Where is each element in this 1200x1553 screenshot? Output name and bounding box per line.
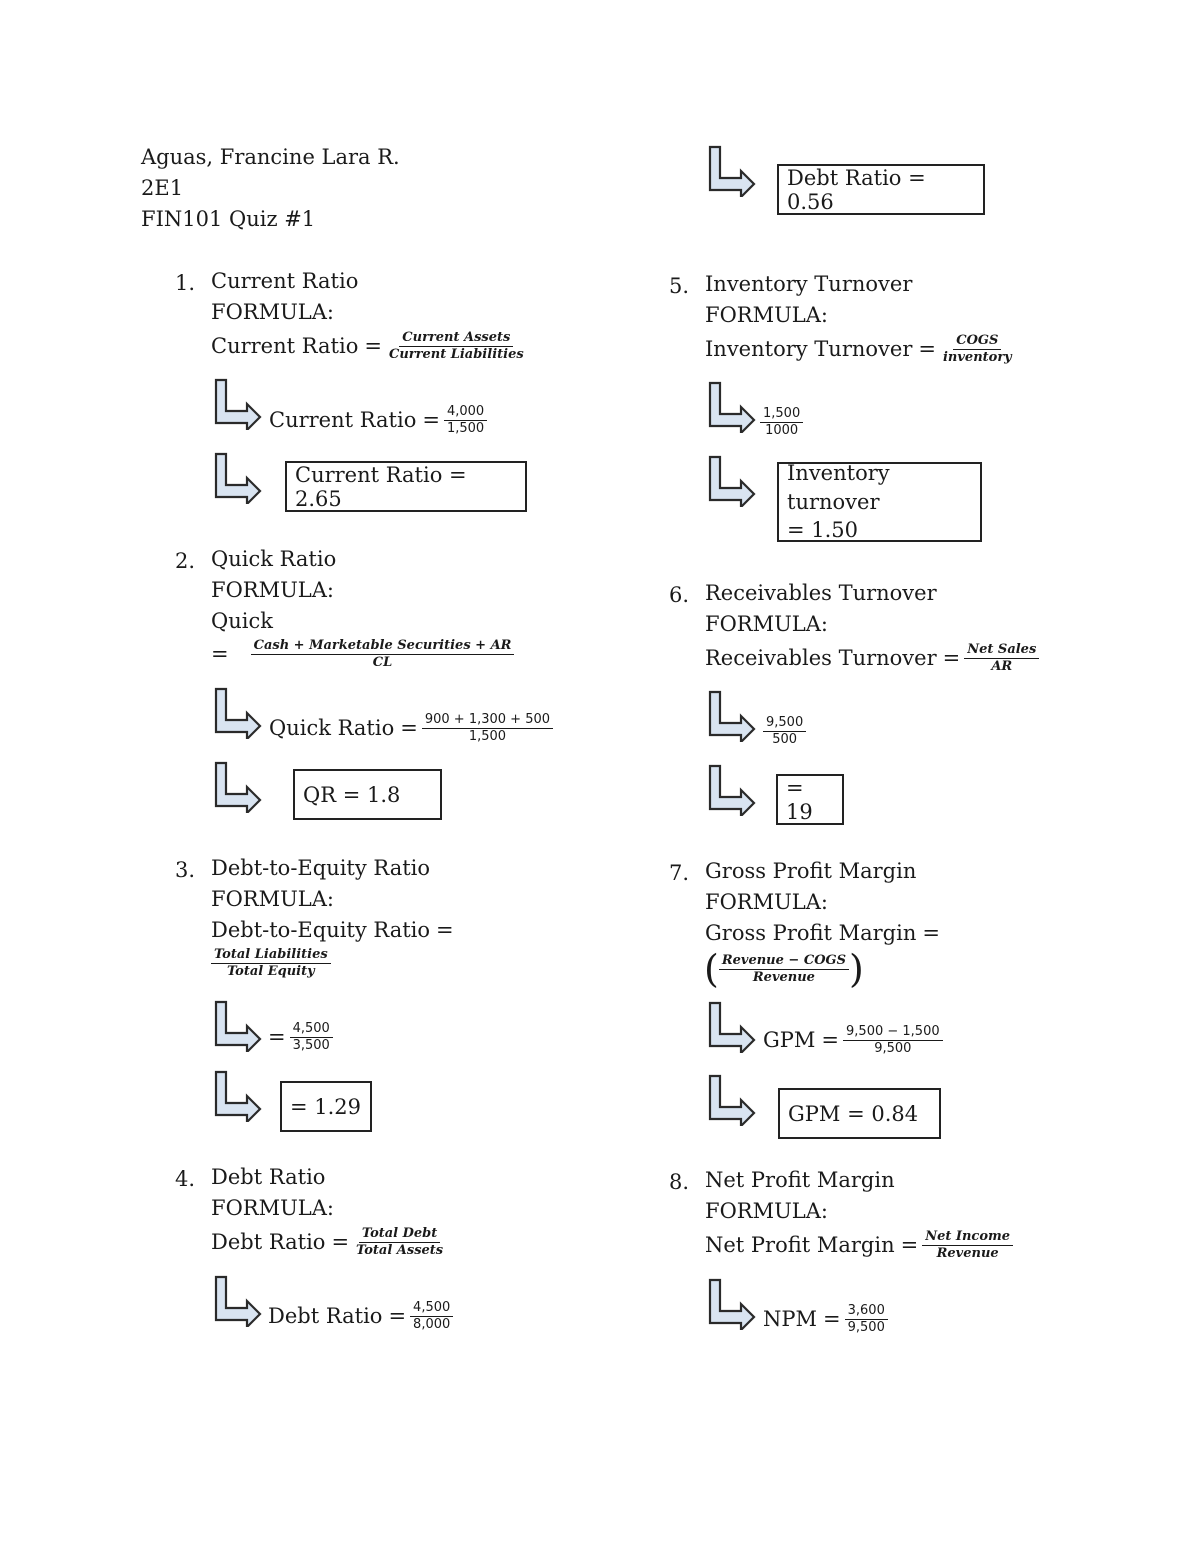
item-title: Quick Ratio — [211, 547, 337, 571]
substitution-equation — [756, 406, 807, 438]
fraction-denominator: 9,500 — [847, 1319, 885, 1335]
item-title: Current Ratio — [211, 269, 359, 293]
formula-lhs: Current Ratio — [211, 334, 359, 359]
equals-sign: = — [922, 921, 940, 945]
item-title: Gross Profit Margin — [705, 859, 917, 883]
substitution-lhs: GPM — [763, 1028, 816, 1053]
fraction-denominator: inventory — [942, 349, 1012, 365]
result-box: Current Ratio = 2.65 — [285, 461, 527, 512]
substitution-equation — [268, 1300, 457, 1332]
fraction-denominator: 500 — [772, 731, 798, 747]
arrow-icon — [707, 1074, 757, 1126]
arrow-icon — [707, 1001, 757, 1053]
item-title: Debt Ratio — [211, 1165, 326, 1189]
formula-lhs: Debt Ratio — [211, 1230, 326, 1255]
formula-label: FORMULA: — [211, 1196, 334, 1220]
formula-fraction — [940, 333, 1015, 365]
item-number: 4. — [175, 1167, 196, 1191]
fraction-numerator: 9,500 — [763, 715, 806, 732]
formula-equation — [211, 638, 518, 670]
formula-lhs: Gross Profit Margin — [705, 921, 917, 945]
fraction-denominator: Revenue — [752, 969, 815, 985]
fraction-numerator: Revenue − COGS — [719, 953, 849, 970]
formula-equation — [705, 1229, 1017, 1261]
substitution-equation — [759, 715, 810, 747]
result-box — [777, 462, 982, 542]
equals-sign: = — [821, 1028, 840, 1053]
formula-equation — [705, 642, 1043, 674]
item-number: 1. — [175, 271, 196, 295]
item-number: 5. — [669, 274, 690, 298]
substitution-lhs: Current Ratio — [269, 408, 417, 433]
fraction-denominator: 1,500 — [446, 420, 485, 436]
formula-fraction — [251, 638, 515, 670]
formula-fraction — [719, 953, 849, 985]
arrow-icon — [213, 761, 263, 813]
result-box: = 19 — [776, 774, 844, 825]
result-line: = 1.50 — [787, 518, 859, 543]
fraction-denominator: Total Equity — [226, 963, 315, 979]
formula-lhs: Inventory Turnover — [705, 337, 913, 362]
result-box: = 1.29 — [280, 1081, 372, 1132]
formula-equation — [705, 921, 940, 945]
arrow-icon — [213, 1275, 263, 1327]
arrow-icon — [213, 378, 263, 430]
substitution-equation — [763, 1024, 947, 1056]
fraction-denominator: AR — [991, 658, 1013, 674]
formula-fraction — [211, 947, 331, 979]
equals-sign: = — [331, 1230, 350, 1255]
substitution-lhs: Debt Ratio — [268, 1304, 383, 1329]
result-box: GPM = 0.84 — [778, 1088, 941, 1139]
formula-equation — [705, 333, 1019, 365]
item-number: 3. — [175, 858, 196, 882]
equals-sign: = — [436, 918, 454, 942]
substitution-fraction — [410, 1300, 453, 1332]
formula-fraction — [353, 1226, 446, 1258]
student-section: 2E1 — [141, 176, 184, 200]
arrow-icon — [707, 1278, 757, 1330]
substitution-fraction — [763, 715, 806, 747]
fraction-numerator: 1,500 — [760, 406, 803, 423]
substitution-fraction — [843, 1024, 943, 1056]
formula-equation — [211, 918, 454, 942]
right-paren: ) — [849, 947, 864, 991]
fraction-numerator: 3,600 — [845, 1303, 888, 1320]
arrow-icon — [213, 1070, 263, 1122]
substitution-fraction — [290, 1021, 333, 1053]
formula-label: FORMULA: — [705, 1199, 828, 1223]
fraction-denominator: CL — [372, 654, 393, 670]
equals-sign: = — [268, 1025, 286, 1050]
left-paren: ( — [704, 947, 719, 991]
substitution-lhs: NPM — [763, 1307, 818, 1332]
fraction-numerator: 4,500 — [410, 1300, 453, 1317]
result-box: Debt Ratio = 0.56 — [777, 164, 985, 215]
equals-sign: = — [918, 337, 936, 362]
formula-lhs: Receivables Turnover — [705, 646, 937, 671]
fraction-denominator: 8,000 — [413, 1316, 451, 1332]
item-number: 8. — [669, 1170, 690, 1194]
fraction-numerator: Net Sales — [964, 642, 1039, 659]
formula-lhs: Net Profit Margin — [705, 1233, 895, 1258]
arrow-icon — [213, 452, 263, 504]
item-title: Inventory Turnover — [705, 272, 913, 296]
fraction-numerator: Total Debt — [359, 1226, 440, 1243]
substitution-equation — [269, 712, 557, 744]
substitution-fraction — [845, 1303, 888, 1335]
item-number: 2. — [175, 549, 196, 573]
formula-fraction-line — [207, 947, 335, 979]
fraction-numerator: 4,500 — [290, 1021, 333, 1038]
equals-sign: = — [900, 1233, 919, 1258]
formula-equation — [211, 1226, 450, 1258]
item-title: Debt-to-Equity Ratio — [211, 856, 431, 880]
fraction-numerator: 9,500 − 1,500 — [843, 1024, 943, 1041]
formula-label: FORMULA: — [211, 578, 334, 602]
item-title: Net Profit Margin — [705, 1168, 895, 1192]
formula-equation — [211, 330, 531, 362]
substitution-fraction — [422, 712, 553, 744]
equals-sign: = — [400, 716, 418, 741]
fraction-denominator: 1000 — [765, 422, 799, 438]
substitution-equation — [763, 1303, 892, 1335]
fraction-numerator: Cash + Marketable Securities + AR — [251, 638, 515, 655]
fraction-numerator: Net Income — [922, 1229, 1013, 1246]
quiz-title: FIN101 Quiz #1 — [141, 207, 316, 231]
fraction-numerator: Total Liabilities — [211, 947, 331, 964]
fraction-numerator: 4,000 — [444, 404, 487, 421]
equals-sign: = — [942, 646, 961, 671]
fraction-denominator: Revenue — [936, 1245, 999, 1261]
equals-sign: = — [388, 1304, 407, 1329]
formula-fraction-line — [704, 947, 864, 991]
substitution-fraction — [444, 404, 487, 436]
fraction-denominator: Current Liabilities — [388, 346, 524, 362]
equals-sign: = — [422, 408, 440, 433]
item-title: Receivables Turnover — [705, 581, 937, 605]
formula-fraction — [922, 1229, 1013, 1261]
arrow-icon — [213, 1000, 263, 1052]
arrow-icon — [707, 690, 757, 742]
formula-label: FORMULA: — [705, 890, 828, 914]
equals-sign: = — [211, 642, 229, 667]
formula-lhs: Debt-to-Equity Ratio — [211, 918, 431, 942]
arrow-icon — [707, 145, 757, 197]
substitution-lhs: Quick Ratio — [269, 716, 395, 741]
fraction-denominator: 9,500 — [874, 1040, 912, 1056]
formula-label: FORMULA: — [211, 887, 334, 911]
item-number: 6. — [669, 583, 690, 607]
fraction-numerator: Current Assets — [399, 330, 513, 347]
fraction-denominator: 1,500 — [468, 728, 507, 744]
formula-fraction — [964, 642, 1039, 674]
fraction-numerator: 900 + 1,300 + 500 — [422, 712, 553, 729]
student-name: Aguas, Francine Lara R. — [141, 145, 400, 169]
arrow-icon — [707, 455, 757, 507]
arrow-icon — [707, 764, 757, 816]
item-number: 7. — [669, 861, 690, 885]
substitution-fraction — [760, 406, 803, 438]
equals-sign: = — [364, 334, 382, 359]
formula-label: FORMULA: — [705, 612, 828, 636]
result-line: Inventory turnover — [787, 461, 890, 514]
formula-label: FORMULA: — [211, 300, 334, 324]
equals-sign: = — [823, 1307, 841, 1332]
formula-lhs: Quick — [211, 609, 273, 633]
fraction-numerator: COGS — [953, 333, 1001, 350]
substitution-equation — [269, 404, 491, 436]
formula-fraction — [386, 330, 527, 362]
substitution-equation — [268, 1021, 337, 1053]
fraction-denominator: 3,500 — [292, 1037, 330, 1053]
arrow-icon — [707, 381, 757, 433]
fraction-denominator: Total Assets — [356, 1242, 444, 1258]
result-box: QR = 1.8 — [293, 769, 442, 820]
arrow-icon — [213, 687, 263, 739]
formula-label: FORMULA: — [705, 303, 828, 327]
